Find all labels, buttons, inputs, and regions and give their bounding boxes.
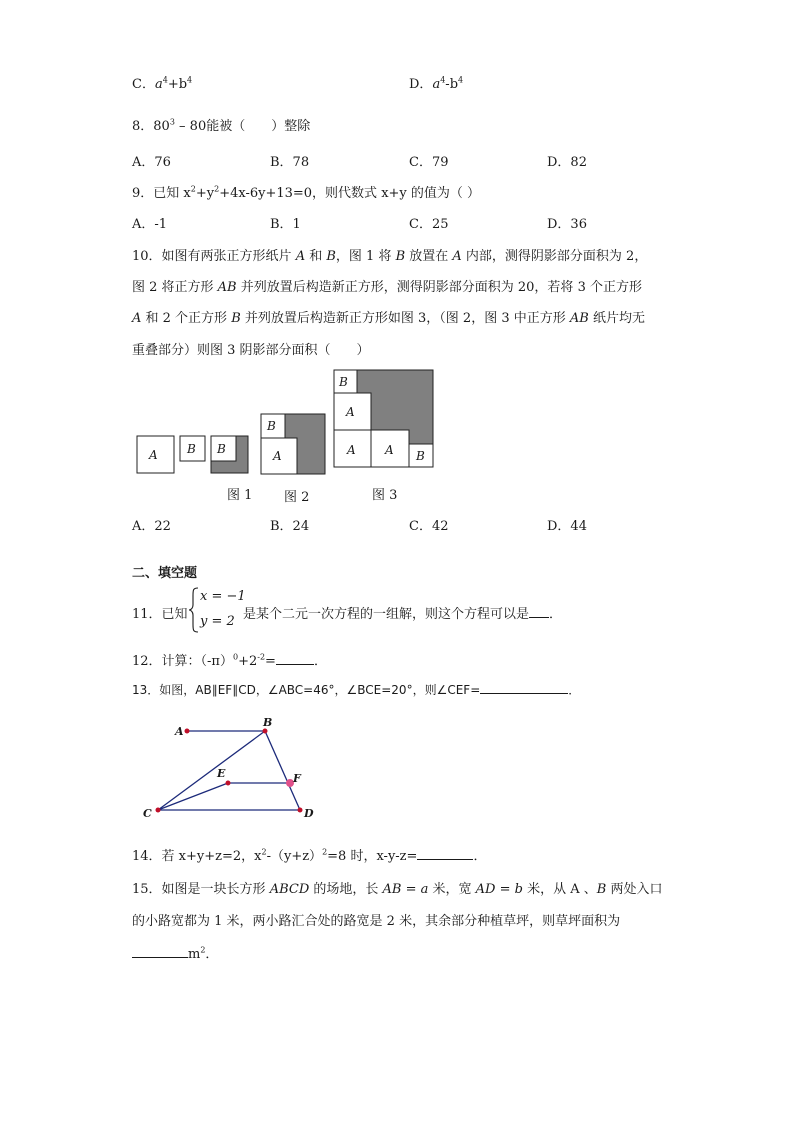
fig1-inner-label-b: B: [217, 442, 226, 456]
q9-stem: 9．已知 $x^2+y^2+4x-6y+13=0$，则代数式 x+y 的值为（ ）: [132, 184, 481, 201]
q10-line-4: 重叠部分）则图 3 阴影部分面积（ ）: [132, 343, 370, 358]
fig3-label-a-right: A: [385, 443, 394, 457]
q13-label-a: A: [175, 725, 184, 738]
q10-option-b: B．24: [270, 519, 310, 534]
q13-label-d: D: [304, 807, 314, 820]
q10-line-2: 图 2 将正方形 AB 并列放置后构造新正方形，测得阴影部分面积为 20，若将 3 个正方形: [132, 280, 642, 295]
q13-label-e: E: [217, 767, 226, 780]
q13-label-c: C: [143, 807, 152, 820]
q13-label-b: B: [263, 716, 273, 729]
q13-stem: 13．如图，AB∥EF∥CD，∠ABC=46°，∠BCE=20°，则∠CEF= ．: [132, 683, 581, 697]
q14-answer-blank[interactable]: [417, 858, 473, 860]
q10-option-d: D．44: [547, 519, 587, 534]
fig3-label-a-mid: A: [346, 405, 355, 419]
q9-option-c: C．25: [409, 217, 449, 232]
q14-stem: 14．若 x+y+z=2，$x^2-(y+z)^2=8$ 时，x-y-z= ．: [132, 847, 487, 864]
q8-stem: 8．$80^3 - 80$能被（ ）整除: [132, 117, 311, 134]
q11-eq1: x = −1: [200, 589, 246, 604]
q11-eq2: y = 2: [200, 614, 235, 629]
q10-line-1: 10．如图有两张正方形纸片 A 和 B，图 1 将 B 放置在 A 内部，测得阴影部分面积为 2，: [132, 249, 648, 264]
q8-option-d: D．82: [547, 155, 587, 170]
q8-option-b: B．78: [270, 155, 310, 170]
q13-label-f: F: [293, 772, 301, 785]
q9-option-b: B．1: [270, 217, 301, 232]
fig3-caption: 图 3: [372, 488, 398, 503]
q10-option-a: A．22: [132, 519, 171, 534]
q8-option-c: C．79: [409, 155, 449, 170]
fig3-label-b-top: B: [339, 375, 348, 389]
fig1-label-b: B: [187, 442, 196, 456]
q10-line-3: A 和 2 个正方形 B 并列放置后构造新正方形如图 3，（图 2，图 3 中正方形 AB 纸片均无: [132, 311, 645, 326]
q7-option-d: D．$a^4-b^4$: [409, 75, 464, 92]
fig3-label-b-bottom: B: [416, 449, 425, 463]
section-title: 二、填空题: [132, 566, 198, 581]
fig1-label-a: A: [149, 448, 158, 462]
q9-option-d: D．36: [547, 217, 587, 232]
fig2-label-b: B: [267, 419, 276, 433]
q8-option-a: A．76: [132, 155, 171, 170]
q11-suffix: 是某个二元一次方程的一组解，则这个方程可以是 ．: [243, 607, 563, 622]
fig3-label-a-left: A: [347, 443, 356, 457]
fig2-label-a: A: [273, 449, 282, 463]
q7-option-c: C．$a^4+b^4$: [132, 75, 193, 92]
q15-line-1: 15．如图是一块长方形 ABCD 的场地，长 AB = a 米，宽 AD = b 米，从 A 、B 两处入口: [132, 882, 663, 897]
q10-option-c: C．42: [409, 519, 449, 534]
q15-answer-blank[interactable]: [132, 956, 188, 958]
q15-line-3: $m^2$．: [132, 943, 218, 962]
q12-stem: 12．计算：$(-\pi)^0+2^{-2}=$ ．: [132, 652, 327, 669]
q9-option-a: A．-1: [132, 217, 168, 232]
fig1-caption: 图 1: [227, 488, 253, 503]
fig2-caption: 图 2: [284, 490, 310, 505]
q11-prefix: 11．已知: [132, 607, 188, 622]
q15-line-2: 的小路宽都为 1 米，两小路汇合处的路宽是 2 米，其余部分种植草坪，则草坪面积为: [132, 914, 621, 929]
